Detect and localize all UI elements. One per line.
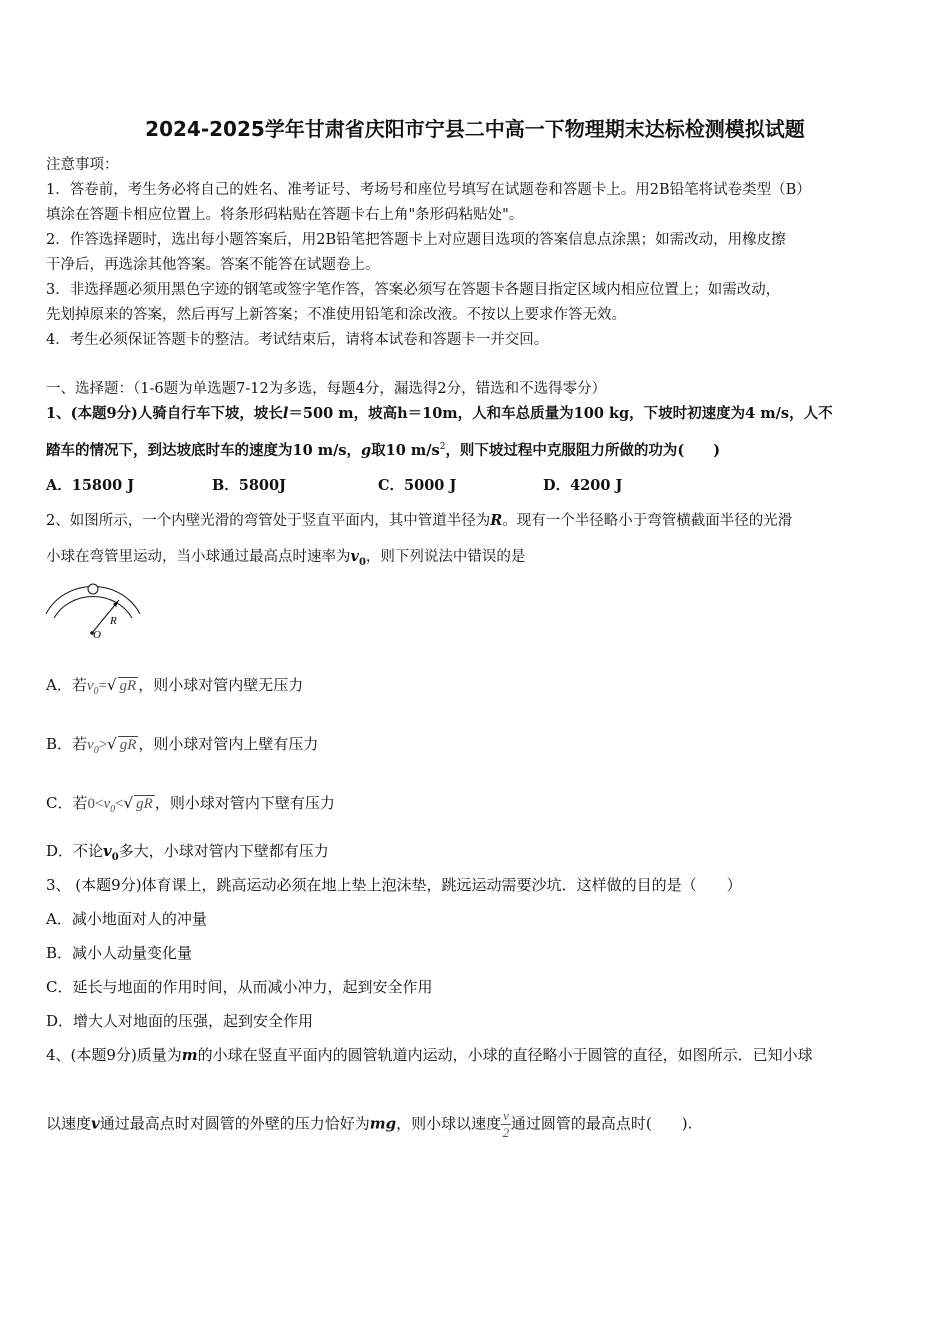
notice-line: 3．非选择题必须用黑色字迹的钢笔或签字笔作答，答案必须写在答题卡各题目指定区域内相应位置上；如需改动，: [46, 282, 781, 298]
q3-stem: 3、 (本题9分)体育课上，跳高运动必须在地上垫上泡沫垫，跳远运动需要沙坑．这样做的目的是（ ）: [46, 876, 742, 894]
q2-option-a[interactable]: A．若$v_0=√$ gR ，则小球对管内壁无压力: [46, 676, 304, 697]
notice-line: 先划掉原来的答案，然后再写上新答案；不准使用铅笔和涂改液。不按以上要求作答无效。: [46, 307, 626, 323]
q2-option-b[interactable]: B．若$v_0>√$ gR ，则小球对管内上壁有压力: [46, 735, 319, 756]
q4-stem-line1: 4、(本题9分)质量为m的小球在竖直平面内的圆管轨道内运动，小球的直径略小于圆管的直径，如图所示．已知小球: [46, 1046, 813, 1064]
q3-option-b[interactable]: B．减小人动量变化量: [46, 944, 193, 962]
q1-option-b[interactable]: B．5800J: [212, 477, 286, 494]
q3-option-c[interactable]: C．延长与地面的作用时间，从而减小冲力，起到安全作用: [46, 978, 433, 996]
notice-line: 1．答卷前，考生务必将自己的姓名、准考证号、考场号和座位号填写在试题卷和答题卡上。用2B铅笔将试卷类型（B）: [46, 182, 811, 198]
notice-line: 4．考生必须保证答题卡的整洁。考试结束后，请将本试卷和答题卡一并交回。: [46, 332, 549, 348]
notice-line: 干净后，再选涂其他答案。答案不能答在试题卷上。: [46, 257, 380, 273]
bent-tube-figure: [40, 580, 150, 644]
q2-stem-line2: 小球在弯管里运动，当小球通过最高点时速率为$v_0$，则下列说法中错误的是: [46, 548, 526, 568]
notice-heading: 注意事项：: [46, 157, 119, 173]
q1-stem-line1: 1、(本题9分)人骑自行车下坡，坡长l＝500 m，坡高h＝10m，人和车总质量为100 kg，下坡时初速度为4 m/s，人不: [46, 405, 833, 422]
q2-stem-line1: 2、如图所示，一个内壁光滑的弯管处于竖直平面内，其中管道半径为R。现有一个半径略小于弯管横截面半径的光滑: [46, 512, 793, 529]
q1-option-d[interactable]: D．4200 J: [543, 477, 623, 494]
q3-option-d[interactable]: D．增大人对地面的压强，起到安全作用: [46, 1012, 314, 1030]
section-heading: 一、选择题：（1-6题为单选题7-12为多选，每题4分，漏选得2分，错选和不选得零分）: [46, 381, 607, 397]
q1-option-a[interactable]: A．15800 J: [46, 477, 135, 494]
radius-label: R: [110, 615, 117, 627]
q1-option-c[interactable]: C．5000 J: [378, 477, 457, 494]
q3-option-a[interactable]: A．减小地面对人的冲量: [46, 910, 207, 928]
q4-stem-line2: 以速度v通过最高点时对圆管的外壁的压力恰好为mg，则小球以速度 $\frac{v}{2}$通过圆管的最高点时( ).: [46, 1108, 693, 1140]
q2-option-d[interactable]: D．不论$v_0$多大，小球对管内下壁都有压力: [46, 842, 329, 863]
q1-stem-line2: 踏车的情况下，到达坡底时车的速度为10 m/s，g取10 $m/s^2$，则下坡过程中克服阻力所做的功为( ): [46, 442, 721, 459]
ball: [88, 584, 98, 594]
center-label: O: [93, 629, 101, 641]
page-title: 2024-2025学年甘肃省庆阳市宁县二中高一下物理期末达标检测模拟试题: [145, 117, 805, 141]
speed-fraction: $\frac{v}{2}$: [502, 1108, 510, 1140]
notice-line: 填涂在答题卡相应位置上。将条形码粘贴在答题卡右上角"条形码粘贴处"。: [46, 207, 524, 223]
q2-option-c[interactable]: C．若$0<v_0<√$ gR ，则小球对管内下壁有压力: [46, 794, 335, 815]
notice-line: 2．作答选择题时，选出每小题答案后，用2B铅笔把答题卡上对应题目选项的答案信息点涂黑；如需改动，用橡皮擦: [46, 232, 786, 248]
